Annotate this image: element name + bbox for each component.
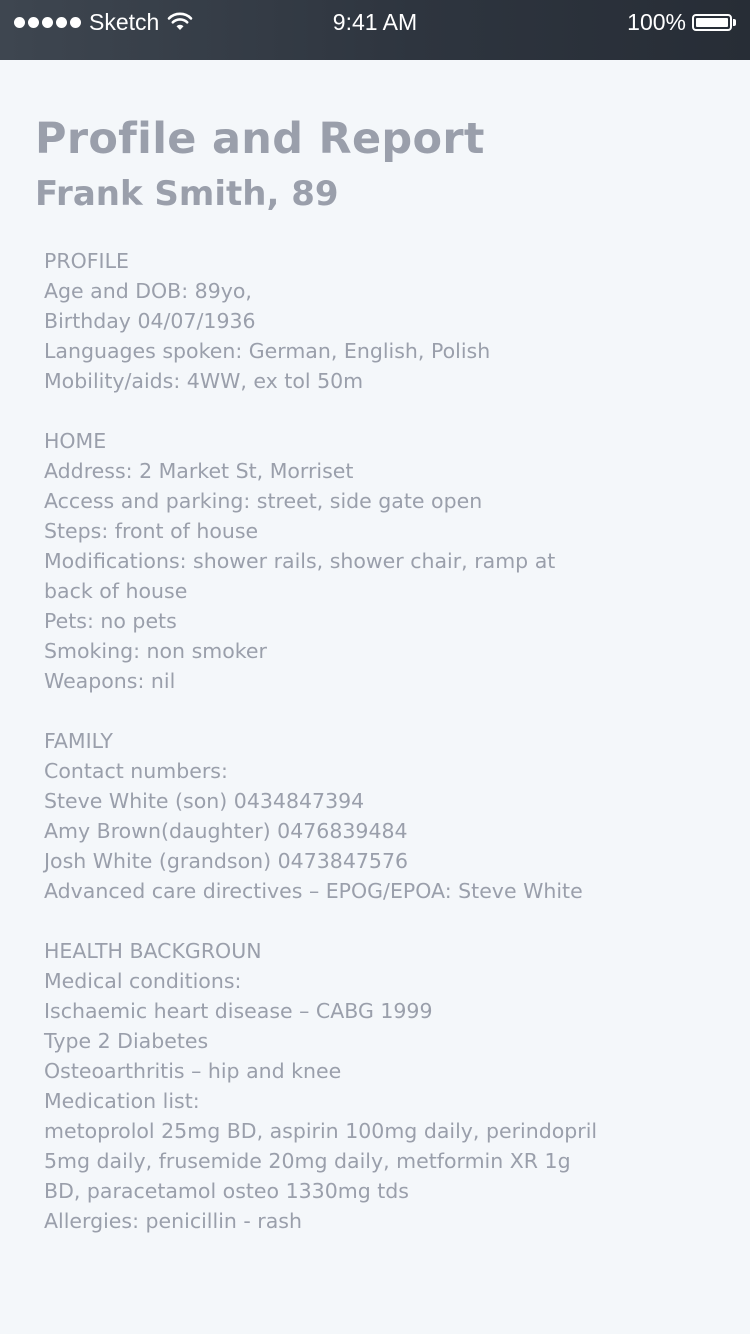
carrier-name: Sketch — [89, 8, 160, 35]
report-line: Allergies: penicillin - rash — [44, 1209, 302, 1233]
family-section — [44, 726, 704, 906]
page-title: Profile and Report — [35, 114, 485, 164]
status-bar — [0, 0, 750, 60]
profile-section — [44, 246, 704, 396]
patient-name-age: Frank Smith, 89 — [35, 174, 339, 214]
report-line: Amy Brown(daughter) 0476839484 — [44, 819, 408, 843]
section-spacer — [44, 696, 704, 726]
report-body — [44, 246, 704, 1236]
battery-percent: 100% — [627, 8, 686, 35]
report-line: 5mg daily, frusemide 20mg daily, metformin XR 1g — [44, 1149, 571, 1173]
report-line: Mobility/aids: 4WW, ex tol 50m — [44, 369, 364, 393]
report-line: Weapons: nil — [44, 669, 176, 693]
section-heading: FAMILY — [44, 729, 113, 753]
report-line: Medication list: — [44, 1089, 200, 1113]
report-line: Access and parking: street, side gate open — [44, 489, 483, 513]
report-screen — [0, 60, 750, 1334]
report-line: Steve White (son) 0434847394 — [44, 789, 365, 813]
report-line: BD, paracetamol osteo 1330mg tds — [44, 1179, 409, 1203]
health-background-section — [44, 936, 704, 1236]
report-line: Address: 2 Market St, Morriset — [44, 459, 354, 483]
report-line: Medical conditions: — [44, 969, 242, 993]
battery-fill — [696, 18, 728, 27]
report-line: Josh White (grandson) 0473847576 — [44, 849, 409, 873]
section-heading: HEALTH BACKGROUN — [44, 939, 262, 963]
report-line: Pets: no pets — [44, 609, 177, 633]
section-spacer — [44, 906, 704, 936]
report-line: Modifications: shower rails, shower chair, ramp at — [44, 549, 556, 573]
report-line: Birthday 04/07/1936 — [44, 309, 256, 333]
report-line: Contact numbers: — [44, 759, 228, 783]
report-line: Advanced care directives – EPOG/EPOA: Steve White — [44, 879, 583, 903]
status-bar-time: 9:41 AM — [332, 9, 418, 35]
report-line: Languages spoken: German, English, Polish — [44, 339, 491, 363]
home-section — [44, 426, 704, 696]
section-heading: HOME — [44, 429, 107, 453]
report-line: Age and DOB: 89yo, — [44, 279, 252, 303]
report-line: Type 2 Diabetes — [44, 1029, 209, 1053]
report-line: Smoking: non smoker — [44, 639, 267, 663]
report-line: Ischaemic heart disease – CABG 1999 — [44, 999, 433, 1023]
section-heading: PROFILE — [44, 249, 129, 273]
report-line: metoprolol 25mg BD, aspirin 100mg daily, perindopril — [44, 1119, 598, 1143]
battery-tip — [733, 19, 736, 26]
section-spacer — [44, 396, 704, 426]
status-bar-right — [627, 0, 736, 44]
battery-icon — [692, 14, 732, 31]
report-line: Steps: front of house — [44, 519, 259, 543]
report-line: Osteoarthritis – hip and knee — [44, 1059, 342, 1083]
report-line: back of house — [44, 579, 188, 603]
